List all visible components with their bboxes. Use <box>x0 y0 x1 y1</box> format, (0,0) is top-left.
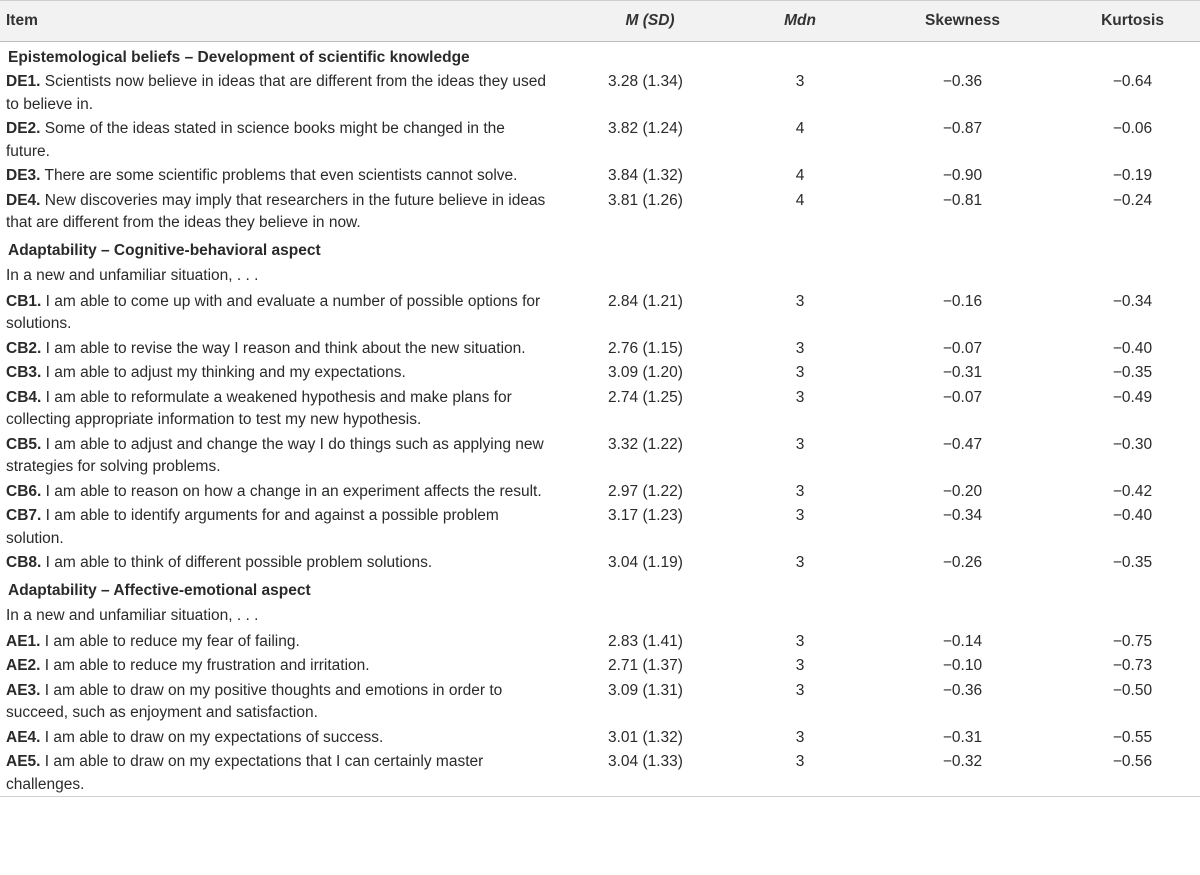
item-text: I am able to adjust and change the way I do things such as applying new strategies for solving problems. <box>6 435 544 475</box>
section-header-row <box>0 235 1200 262</box>
table-row <box>0 503 1200 550</box>
item-code: CB4. <box>6 388 42 406</box>
kurtosis-cell: −0.73 <box>1112 657 1153 674</box>
kurtosis-cell: −0.64 <box>1112 73 1153 90</box>
column-header-skewness: Skewness <box>925 12 1000 29</box>
table-row <box>0 550 1200 575</box>
item-code: CB6. <box>6 482 42 500</box>
mean-sd-cell: 3.32 (1.22) <box>608 435 683 453</box>
item-text: I am able to reason on how a change in an experiment affects the result. <box>41 482 542 500</box>
item-text: I am able to draw on my positive thoughts and emotions in order to succeed, such as enjoyment and satisfaction. <box>6 681 503 721</box>
skewness-cell: −0.36 <box>942 681 983 699</box>
mean-sd-cell: 2.97 (1.22) <box>608 482 683 500</box>
skewness-cell: −0.34 <box>942 507 983 524</box>
median-cell: 3 <box>795 657 805 674</box>
item-code: CB5. <box>6 435 42 453</box>
mean-sd-cell: 2.84 (1.21) <box>608 292 683 310</box>
kurtosis-cell: −0.49 <box>1112 388 1153 406</box>
item-code: CB7. <box>6 507 42 524</box>
skewness-cell: −0.87 <box>942 120 983 137</box>
median-cell: 3 <box>795 753 805 770</box>
median-cell: 3 <box>795 73 805 90</box>
skewness-cell: −0.31 <box>942 364 983 381</box>
item-cell <box>0 678 560 725</box>
item-text: I am able to draw on my expectations that I can certainly master challenges. <box>6 753 484 793</box>
item-text: I am able to reduce my frustration and irritation. <box>40 657 370 674</box>
skewness-cell: −0.36 <box>942 73 983 90</box>
skewness-cell: −0.20 <box>942 482 983 500</box>
table-row <box>0 69 1200 116</box>
table-row <box>0 749 1200 797</box>
item-code: AE4. <box>6 728 41 746</box>
section-header-row <box>0 575 1200 602</box>
mean-sd-cell: 3.81 (1.26) <box>608 191 683 209</box>
table-row <box>0 629 1200 654</box>
item-cell <box>0 385 560 432</box>
skewness-cell: −0.81 <box>942 191 983 209</box>
item-cell <box>0 163 560 188</box>
skewness-cell: −0.26 <box>942 554 983 571</box>
kurtosis-cell: −0.50 <box>1112 681 1153 699</box>
table-header <box>0 1 1200 42</box>
section-note: In a new and unfamiliar situation, . . . <box>6 606 259 624</box>
item-cell <box>0 503 560 550</box>
skewness-cell: −0.90 <box>942 167 983 184</box>
kurtosis-cell: −0.35 <box>1112 364 1153 381</box>
median-cell: 3 <box>795 632 805 650</box>
mean-sd-cell: 3.17 (1.23) <box>608 507 683 524</box>
item-text: New discoveries may imply that researchers in the future believe in ideas that are different from the ideas they believe in now. <box>6 191 546 231</box>
mean-sd-cell: 2.74 (1.25) <box>608 388 683 406</box>
skewness-cell: −0.10 <box>942 657 983 674</box>
skewness-cell: −0.32 <box>942 753 983 770</box>
item-code: CB1. <box>6 292 42 310</box>
item-cell <box>0 479 560 504</box>
kurtosis-cell: −0.19 <box>1112 167 1153 184</box>
table-bottom-rule <box>0 797 1200 802</box>
column-header-mean-sd: M (SD) <box>625 12 675 29</box>
section-note: In a new and unfamiliar situation, . . . <box>6 266 259 284</box>
mean-sd-cell: 3.01 (1.32) <box>608 728 683 746</box>
section-note-row <box>0 602 1200 629</box>
median-cell: 3 <box>795 339 805 357</box>
median-cell: 3 <box>795 507 805 524</box>
item-text: There are some scientific problems that even scientists cannot solve. <box>40 167 518 184</box>
item-cell <box>0 69 560 116</box>
item-code: CB3. <box>6 364 42 381</box>
skewness-cell: −0.31 <box>942 728 983 746</box>
item-code: CB2. <box>6 339 42 357</box>
kurtosis-cell: −0.75 <box>1112 632 1153 650</box>
item-cell <box>0 432 560 479</box>
mean-sd-cell: 3.09 (1.20) <box>608 364 683 381</box>
median-cell: 3 <box>795 364 805 381</box>
table-row <box>0 336 1200 361</box>
mean-sd-cell: 3.28 (1.34) <box>608 73 683 90</box>
item-text: Some of the ideas stated in science books might be changed in the future. <box>6 120 505 160</box>
kurtosis-cell: −0.35 <box>1112 554 1153 571</box>
item-cell <box>0 336 560 361</box>
section-header-row <box>0 42 1200 70</box>
item-code: AE2. <box>6 657 41 674</box>
kurtosis-cell: −0.34 <box>1112 292 1153 310</box>
kurtosis-cell: −0.40 <box>1112 339 1153 357</box>
mean-sd-cell: 3.84 (1.32) <box>608 167 683 184</box>
mean-sd-cell: 3.04 (1.33) <box>608 753 683 770</box>
mean-sd-cell: 2.83 (1.41) <box>608 632 683 650</box>
item-cell <box>0 749 560 797</box>
kurtosis-cell: −0.06 <box>1112 120 1153 137</box>
item-text: I am able to adjust my thinking and my expectations. <box>41 364 406 381</box>
item-code: AE1. <box>6 632 41 650</box>
item-cell <box>0 725 560 750</box>
kurtosis-cell: −0.30 <box>1112 435 1153 453</box>
column-header-item: Item <box>6 12 38 29</box>
item-code: CB8. <box>6 554 42 571</box>
kurtosis-cell: −0.56 <box>1112 753 1153 770</box>
item-text: I am able to think of different possible problem solutions. <box>41 554 433 571</box>
median-cell: 4 <box>795 167 805 184</box>
table-row <box>0 678 1200 725</box>
table-row <box>0 163 1200 188</box>
mean-sd-cell: 2.76 (1.15) <box>608 339 683 357</box>
skewness-cell: −0.16 <box>942 292 983 310</box>
median-cell: 3 <box>795 292 805 310</box>
section-title: Epistemological beliefs – Development of scientific knowledge <box>8 49 470 66</box>
kurtosis-cell: −0.24 <box>1112 191 1153 209</box>
item-code: DE1. <box>6 73 41 90</box>
item-cell <box>0 289 560 336</box>
table-row <box>0 116 1200 163</box>
item-text: Scientists now believe in ideas that are different from the ideas they used to believe in. <box>6 73 546 113</box>
median-cell: 4 <box>795 191 805 209</box>
skewness-cell: −0.07 <box>942 388 983 406</box>
mean-sd-cell: 3.09 (1.31) <box>608 681 683 699</box>
table-row <box>0 479 1200 504</box>
median-cell: 3 <box>795 681 805 699</box>
item-code: DE2. <box>6 120 41 137</box>
kurtosis-cell: −0.55 <box>1112 728 1153 746</box>
section-note-row <box>0 262 1200 289</box>
item-cell <box>0 629 560 654</box>
table-row <box>0 725 1200 750</box>
median-cell: 3 <box>795 728 805 746</box>
skewness-cell: −0.07 <box>942 339 983 357</box>
item-cell <box>0 360 560 385</box>
table-row <box>0 385 1200 432</box>
table-row <box>0 360 1200 385</box>
item-code: DE3. <box>6 167 41 184</box>
item-text: I am able to identify arguments for and against a possible problem solution. <box>6 507 499 547</box>
median-cell: 3 <box>795 482 805 500</box>
column-header-kurtosis: Kurtosis <box>1101 12 1164 29</box>
median-cell: 4 <box>795 120 805 137</box>
item-text: I am able to come up with and evaluate a number of possible options for solutions. <box>6 292 541 332</box>
median-cell: 3 <box>795 435 805 453</box>
item-code: DE4. <box>6 191 41 209</box>
mean-sd-cell: 3.82 (1.24) <box>608 120 683 137</box>
table-row <box>0 653 1200 678</box>
mean-sd-cell: 3.04 (1.19) <box>608 554 683 571</box>
median-cell: 3 <box>795 388 805 406</box>
skewness-cell: −0.47 <box>942 435 983 453</box>
mean-sd-cell: 2.71 (1.37) <box>608 657 683 674</box>
item-code: AE3. <box>6 681 41 699</box>
item-text: I am able to draw on my expectations of success. <box>40 728 384 746</box>
median-cell: 3 <box>795 554 805 571</box>
item-text: I am able to revise the way I reason and think about the new situation. <box>41 339 526 357</box>
item-cell <box>0 550 560 575</box>
table-row <box>0 188 1200 235</box>
section-title: Adaptability – Affective-emotional aspect <box>8 581 311 599</box>
table-body <box>0 42 1200 797</box>
skewness-cell: −0.14 <box>942 632 983 650</box>
item-code: AE5. <box>6 753 41 770</box>
item-cell <box>0 653 560 678</box>
section-title: Adaptability – Cognitive-behavioral aspect <box>8 241 321 259</box>
column-header-median: Mdn <box>784 12 816 29</box>
item-text: I am able to reduce my fear of failing. <box>40 632 300 650</box>
table-row <box>0 289 1200 336</box>
item-text: I am able to reformulate a weakened hypothesis and make plans for collecting appropriate information to test my new hypothesis. <box>6 388 512 428</box>
item-cell <box>0 188 560 235</box>
table-row <box>0 432 1200 479</box>
item-cell <box>0 116 560 163</box>
kurtosis-cell: −0.42 <box>1112 482 1153 500</box>
kurtosis-cell: −0.40 <box>1112 507 1153 524</box>
